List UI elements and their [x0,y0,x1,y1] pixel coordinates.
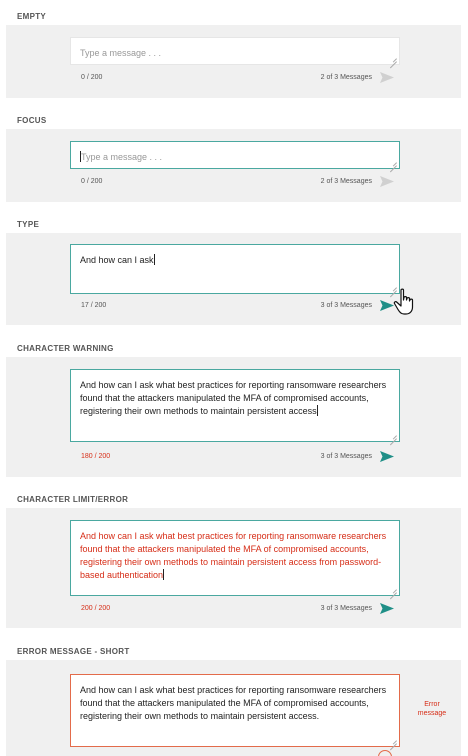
send-icon [380,176,394,187]
message-placeholder: Type a message . . . [81,152,163,162]
message-input-warning[interactable] [70,369,400,442]
message-input-focus[interactable] [70,141,400,169]
text-caret [163,569,164,580]
section-label-limit: CHARACTER LIMIT/ERROR [17,495,129,504]
char-counter-warning: 180 / 200 [81,453,111,460]
char-counter-type: 17 / 200 [81,302,107,309]
send-icon [380,300,394,311]
send-icon [380,603,394,614]
message-count-warning: 3 of 3 Messages [320,453,372,460]
text-caret [317,405,318,416]
resize-handle-icon[interactable] [390,159,397,166]
send-button-type[interactable] [380,300,394,311]
send-button-warning[interactable] [380,451,394,462]
message-count-type: 3 of 3 Messages [320,302,372,309]
message-text: And how can I ask [80,255,154,265]
text-caret [154,254,155,265]
message-input-type[interactable] [70,244,400,294]
message-input-limit[interactable] [70,520,400,596]
message-count-empty: 2 of 3 Messages [320,74,372,81]
hand-cursor-icon [393,288,417,316]
char-counter-limit: 200 / 200 [81,605,111,612]
send-button-empty[interactable] [380,72,394,83]
section-label-empty: EMPTY [17,12,47,21]
send-button-limit[interactable] [380,603,394,614]
char-counter-empty: 0 / 200 [81,74,103,81]
message-input-empty[interactable] [70,37,400,65]
resize-handle-icon[interactable] [390,432,397,439]
resize-handle-icon[interactable] [390,55,397,62]
message-count-focus: 2 of 3 Messages [320,178,372,185]
message-text: And how can I ask what best practices for reporting ransomware researchers found that the attackers manipulated the MFA of compromised accounts, registering their own methods to maintain persistent access from password-based authentication [80,531,387,580]
section-label-error-short: ERROR MESSAGE - SHORT [17,647,130,656]
send-button-focus[interactable] [380,176,394,187]
error-message: Error message [417,701,447,717]
message-input-error[interactable] [70,674,400,747]
resize-handle-icon[interactable] [390,586,397,593]
send-icon [380,72,394,83]
message-count-limit: 3 of 3 Messages [320,605,372,612]
message-text: And how can I ask what best practices for reporting ransomware researchers found that the attackers manipulated the MFA of compromised accounts, registering their own methods to maintain persistent access. [80,685,387,721]
section-label-type: TYPE [17,220,40,229]
send-icon [380,451,394,462]
resize-handle-icon[interactable] [390,737,397,744]
char-counter-focus: 0 / 200 [81,178,103,185]
section-label-focus: FOCUS [17,116,47,125]
message-placeholder: Type a message . . . [80,48,162,58]
message-text: And how can I ask what best practices for reporting ransomware researchers found that the attackers manipulated the MFA of compromised accounts, registering their own methods to maintain persistent access [80,380,387,416]
section-label-warning: CHARACTER WARNING [17,344,114,353]
